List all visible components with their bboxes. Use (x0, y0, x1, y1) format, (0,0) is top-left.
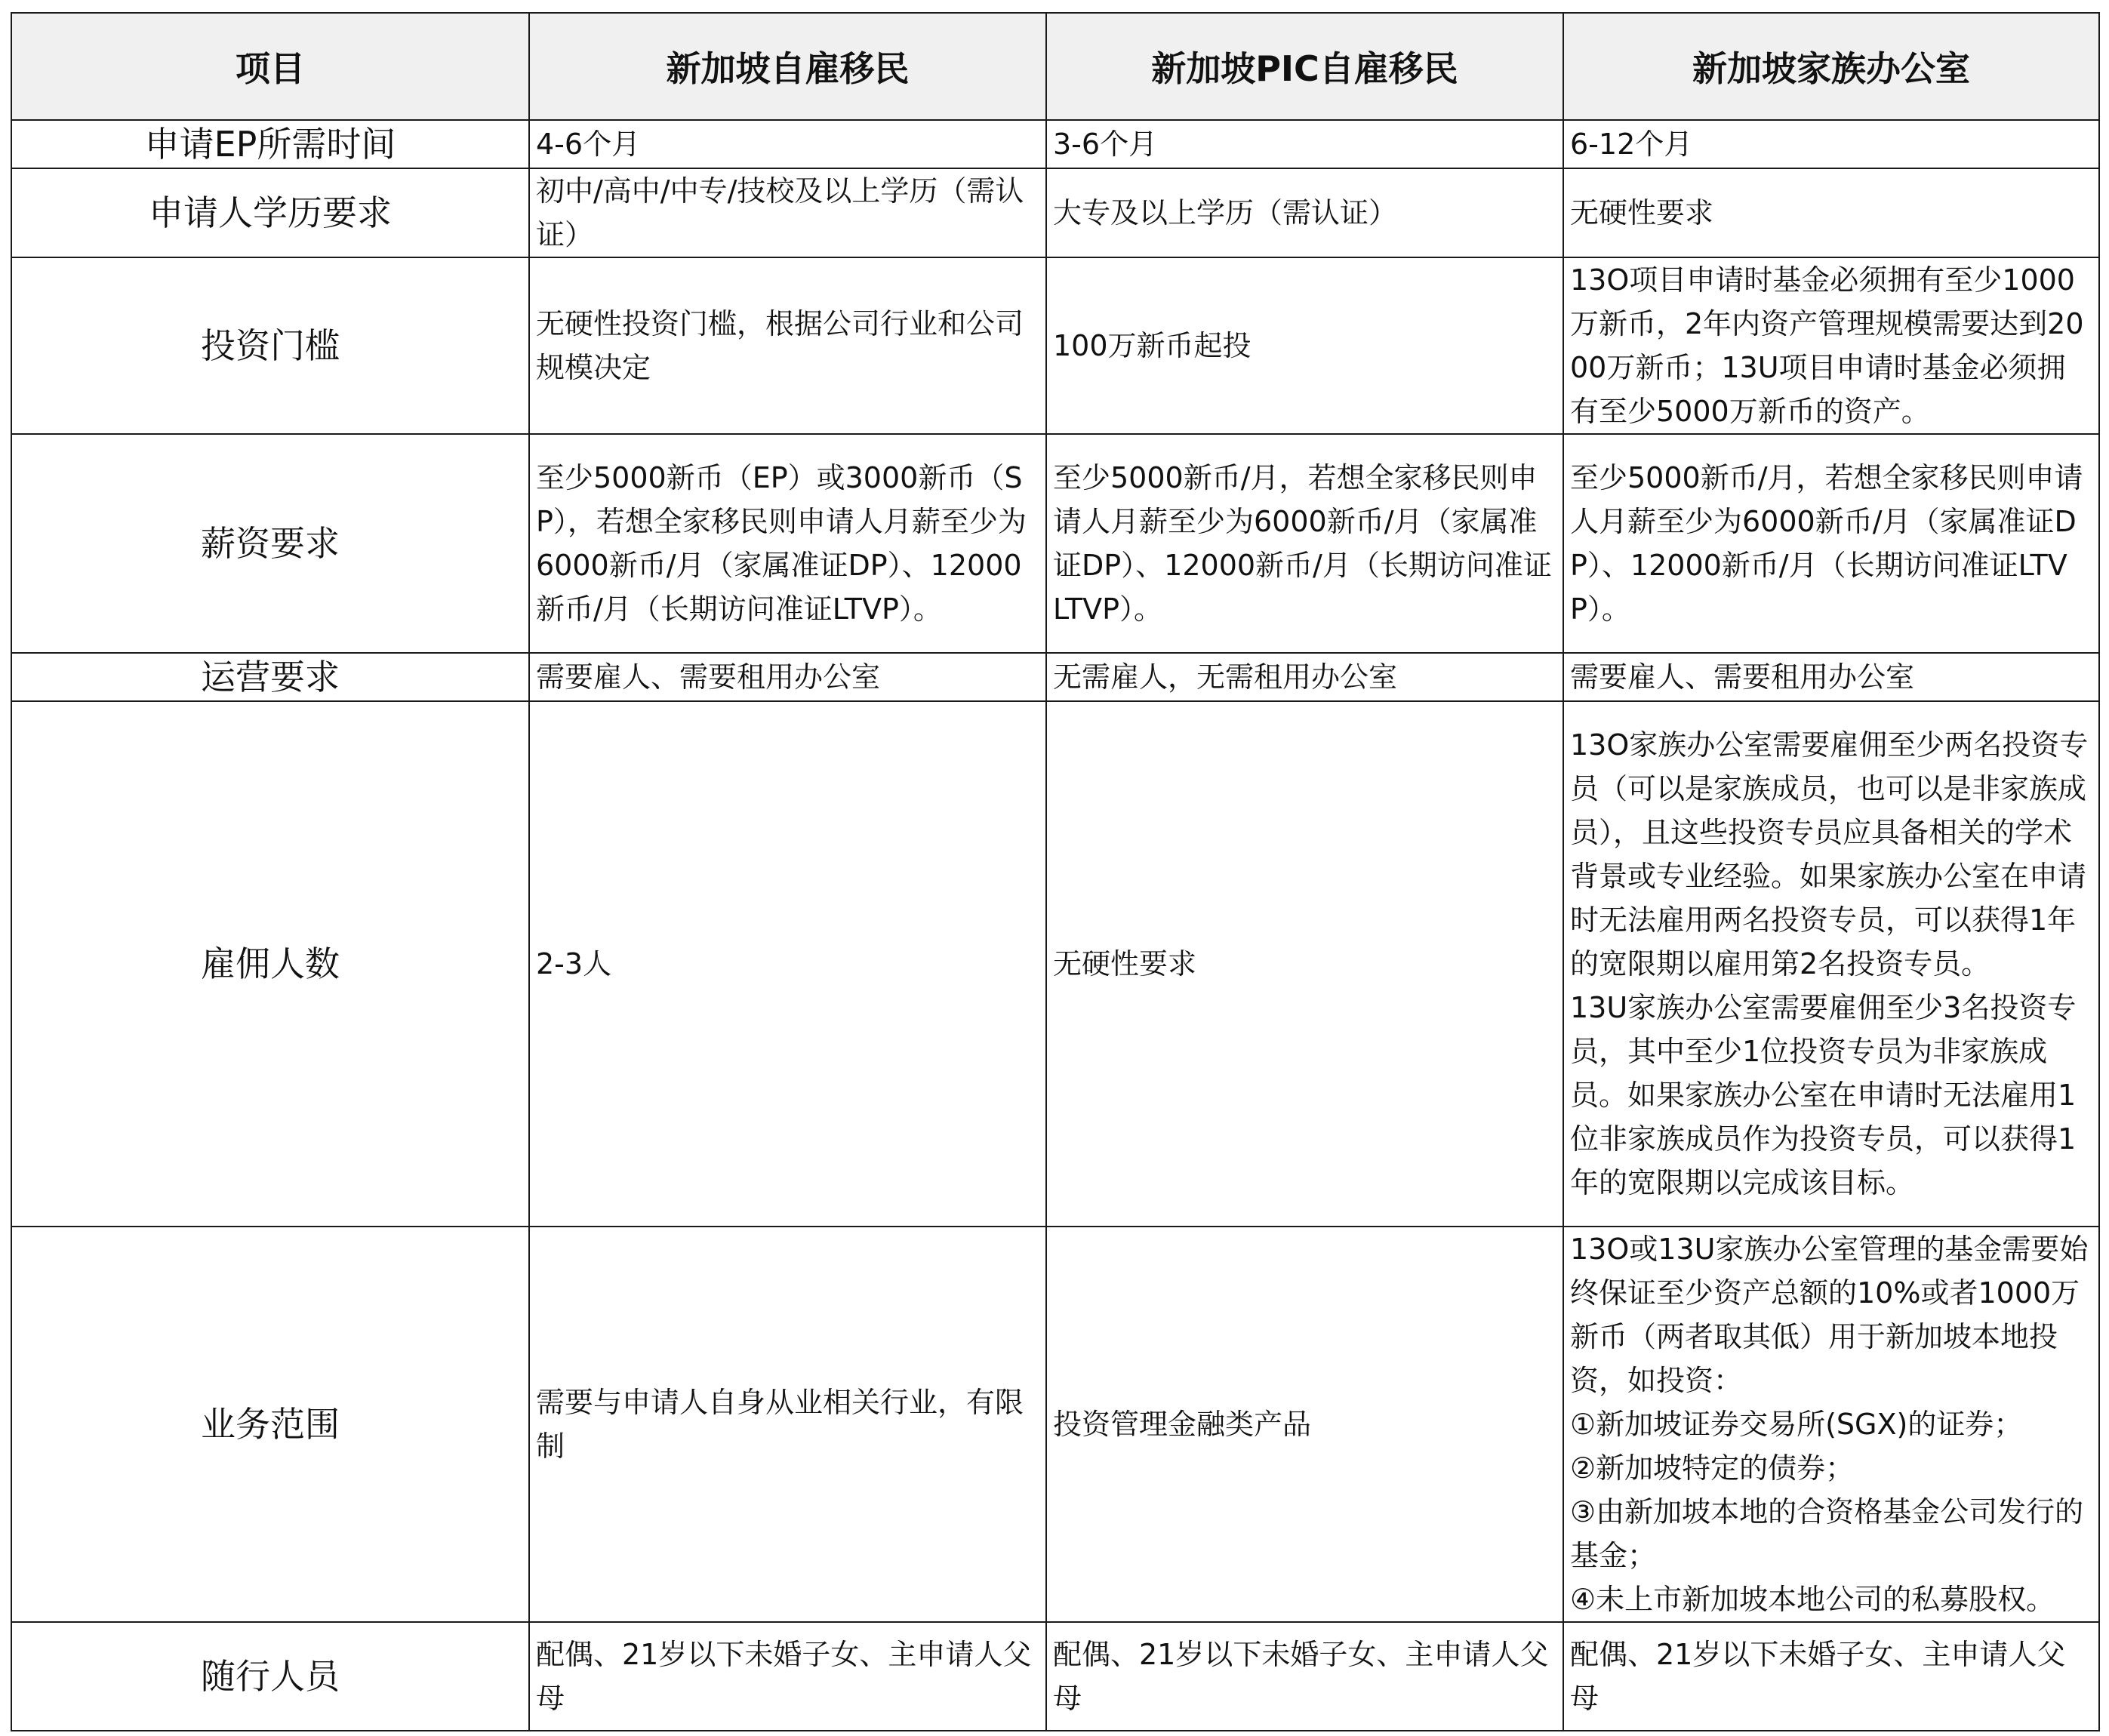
cell-text: 配偶、21岁以下未婚子女、主申请人父母 (1053, 1638, 1549, 1715)
table-row (11, 257, 2099, 434)
cell-text: 至少5000新币/月，若想全家移民则申请人月薪至少为6000新币/月（家属准证DP）、12000新币/月（长期访问准证LTVP）。 (1053, 461, 1552, 626)
cell-text: 13O或13U家族办公室管理的基金需要始终保证至少资产总额的10%或者1000万新币（两者取其低）用于新加坡本地投资，如投资： ①新加坡证券交易所(SGX)的证券； ②新加坡特定的债券； ③由新加坡本地的合资格基金公司发行的基金； ④未上市新加坡本地公司的私募股权。 (1570, 1233, 2089, 1616)
comparison-table (11, 12, 2100, 1731)
table-cell (1046, 701, 1563, 1227)
table-cell (529, 1227, 1046, 1622)
cell-text: 至少5000新币（EP）或3000新币（SP），若想全家移民则申请人月薪至少为6000新币/月（家属准证DP）、12000新币/月（长期访问准证LTVP）。 (536, 461, 1027, 626)
cell-text: 配偶、21岁以下未婚子女、主申请人父母 (536, 1638, 1032, 1715)
table-cell (1563, 168, 2099, 257)
table-row (11, 701, 2099, 1227)
cell-text: 13O项目申请时基金必须拥有至少1000万新币，2年内资产管理规模需要达到2000万新币；13U项目申请时基金必须拥有至少5000万新币的资产。 (1570, 263, 2084, 428)
table-cell (1563, 257, 2099, 434)
table-cell (1046, 168, 1563, 257)
cell-text: 2-3人 (536, 947, 612, 980)
table-cell (1046, 257, 1563, 434)
table-cell (1046, 120, 1563, 168)
header-family-office: 新加坡家族办公室 (1563, 13, 2099, 120)
table-row (11, 1622, 2099, 1731)
cell-text: 配偶、21岁以下未婚子女、主申请人父母 (1570, 1638, 2066, 1715)
cell-text: 4-6个月 (536, 128, 641, 161)
header-item: 项目 (11, 13, 529, 120)
cell-text: 投资管理金融类产品 (1053, 1408, 1312, 1441)
table-cell (1046, 653, 1563, 701)
table-row (11, 434, 2099, 653)
cell-text: 需要雇人、需要租用办公室 (1570, 660, 1915, 694)
cell-text: 需要雇人、需要租用办公室 (536, 660, 881, 694)
row-label-ep-time: 申请EP所需时间 (11, 120, 529, 168)
cell-text: 13O家族办公室需要雇佣至少两名投资专员（可以是家族成员，也可以是非家族成员），且这些投资专员应具备相关的学术背景或专业经验。如果家族办公室在申请时无法雇用两名投资专员，可以获得1年的宽限期以雇用第2名投资专员。 13U家族办公室需要雇佣至少3名投资专员，其中至少1位投资专员为非家族成员。如果家族办公室在申请时无法雇用1位非家族成员作为投资专员，可以获得1年的宽限期以完成该目标。 (1570, 728, 2089, 1199)
row-label-operations: 运营要求 (11, 653, 529, 701)
table-cell (1563, 1227, 2099, 1622)
table-cell (1563, 653, 2099, 701)
cell-text: 需要与申请人自身从业相关行业，有限制 (536, 1386, 1024, 1463)
table-row (11, 168, 2099, 257)
row-label-business-scope: 业务范围 (11, 1227, 529, 1622)
table-cell (1563, 701, 2099, 1227)
table-cell (1563, 1622, 2099, 1731)
table-row (11, 120, 2099, 168)
table-cell (1046, 1622, 1563, 1731)
cell-text: 无需雇人，无需租用办公室 (1053, 660, 1398, 694)
table-cell (1046, 434, 1563, 653)
header-pic-self-employed: 新加坡PIC自雇移民 (1046, 13, 1563, 120)
cell-text: 至少5000新币/月，若想全家移民则申请人月薪至少为6000新币/月（家属准证DP）、12000新币/月（长期访问准证LTVP）。 (1570, 461, 2083, 626)
table-cell (529, 653, 1046, 701)
row-label-education: 申请人学历要求 (11, 168, 529, 257)
cell-text: 无硬性要求 (1570, 196, 1714, 229)
table-cell (529, 434, 1046, 653)
row-label-dependants: 随行人员 (11, 1622, 529, 1731)
table-cell (529, 257, 1046, 434)
table-cell (1046, 1227, 1563, 1622)
cell-text: 无硬性投资门槛，根据公司行业和公司规模决定 (536, 307, 1024, 384)
cell-text: 大专及以上学历（需认证） (1053, 196, 1398, 229)
header-self-employed: 新加坡自雇移民 (529, 13, 1046, 120)
cell-text: 6-12个月 (1570, 128, 1693, 161)
table-row (11, 1227, 2099, 1622)
row-label-salary: 薪资要求 (11, 434, 529, 653)
row-label-investment-threshold: 投资门槛 (11, 257, 529, 434)
table-cell (1563, 434, 2099, 653)
header-row (11, 13, 2099, 120)
cell-text: 3-6个月 (1053, 128, 1158, 161)
table-cell (529, 1622, 1046, 1731)
cell-text: 初中/高中/中专/技校及以上学历（需认证） (536, 174, 1024, 251)
cell-text: 无硬性要求 (1053, 947, 1197, 980)
row-label-headcount: 雇佣人数 (11, 701, 529, 1227)
table-body (11, 120, 2099, 1731)
table-cell (529, 120, 1046, 168)
table-header (11, 13, 2099, 120)
table-cell (529, 701, 1046, 1227)
table-row (11, 653, 2099, 701)
cell-text: 100万新币起投 (1053, 329, 1252, 362)
table-cell (529, 168, 1046, 257)
table-cell (1563, 120, 2099, 168)
